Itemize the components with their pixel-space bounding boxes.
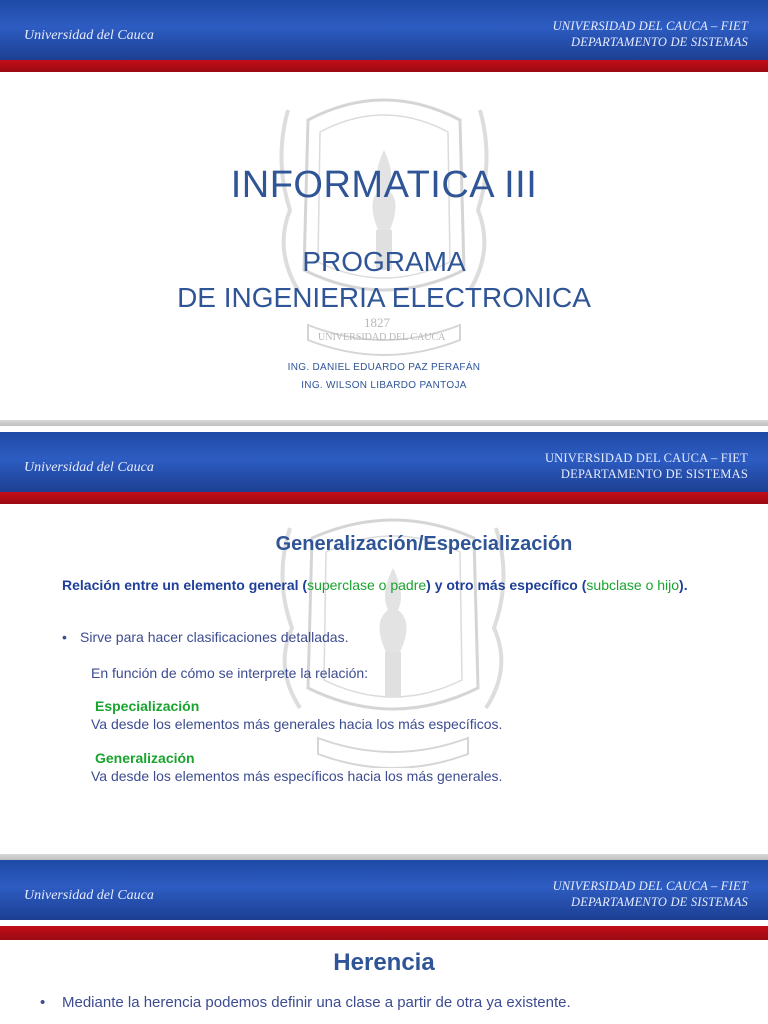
generalization-label: Generalización	[95, 750, 195, 766]
header-red-bar	[0, 926, 768, 940]
definition-text: Relación entre un elemento general (superclase o padre) y otro más específico (subclase o hijo).	[62, 577, 688, 593]
slide-1	[0, 0, 768, 420]
slide-title: Generalización/Especialización	[275, 533, 573, 555]
program-label: PROGRAMA	[302, 246, 466, 277]
bullet-dot-icon: •	[40, 994, 46, 1011]
program-name: DE INGENIERIA ELECTRONICA	[177, 282, 591, 313]
specialization-text: Va desde los elementos más generales hacia los más específicos.	[91, 716, 503, 732]
header-university-name: Universidad del Cauca	[24, 888, 154, 903]
author-1: ING. DANIEL EDUARDO PAZ PERAFÁN	[287, 362, 481, 373]
header-red-bar	[0, 60, 768, 72]
seal-year: 1827	[364, 315, 390, 330]
bullet-dot-icon: •	[62, 629, 67, 645]
header-university-name: Universidad del Cauca	[24, 28, 154, 43]
presentation-title: INFORMATICA III	[230, 164, 538, 206]
generalization-text: Va desde los elementos más específicos hacia los más generales.	[91, 768, 503, 784]
header-department: UNIVERSIDAD DEL CAUCA – FIET DEPARTAMENTO DE SISTEMAS	[552, 879, 748, 909]
header-red-bar	[0, 492, 768, 504]
bullet-item: • Mediante la herencia podemos definir una clase a partir de otra ya existente.	[40, 994, 571, 1011]
intro-text: En función de cómo se interprete la relación:	[91, 665, 369, 681]
author-2: ING. WILSON LIBARDO PANTOJA	[301, 380, 467, 391]
seal-ribbon: UNIVERSIDAD DEL CAUCA	[318, 332, 446, 343]
bullet-item: • Sirve para hacer clasificaciones detalladas.	[62, 629, 349, 645]
slide-header	[0, 432, 768, 492]
slide-header	[0, 0, 768, 60]
specialization-label: Especialización	[95, 698, 200, 714]
slide-header	[0, 860, 768, 920]
header-department: UNIVERSIDAD DEL CAUCA – FIET DEPARTAMENTO DE SISTEMAS	[544, 451, 748, 481]
header-university-name: Universidad del Cauca	[24, 460, 154, 475]
header-department: UNIVERSIDAD DEL CAUCA – FIET DEPARTAMENTO DE SISTEMAS	[552, 19, 748, 49]
slide-title: Herencia	[333, 949, 435, 976]
